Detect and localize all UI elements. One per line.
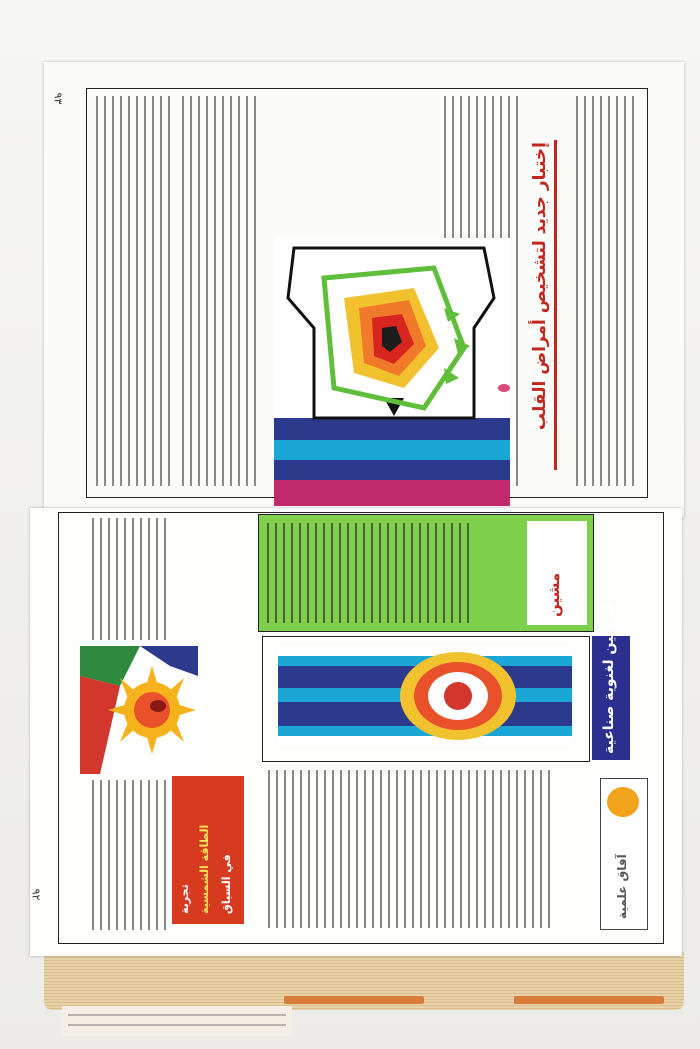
bottom-page xyxy=(30,508,682,956)
stack-bar-orange xyxy=(284,996,424,1004)
feature-text-columns xyxy=(268,770,588,928)
stack-strip xyxy=(62,1006,292,1036)
top-page xyxy=(44,62,684,518)
side-story-text xyxy=(267,523,519,623)
top-headline: إختبار جديد لتشخيص أمراض القلب xyxy=(530,142,550,431)
side-title: مشين xyxy=(545,572,563,617)
logo-text: آفاق علمية xyxy=(615,854,629,919)
sun-caption-line2: الطاقة الشمسية xyxy=(198,824,211,914)
side-title-panel xyxy=(527,521,587,625)
bottom-text-column-2 xyxy=(92,780,168,930)
feature-eye-illustration xyxy=(278,646,572,746)
section-logo xyxy=(600,778,648,930)
headline-rule xyxy=(554,140,557,470)
side-story-box xyxy=(258,514,594,632)
page-number-top: ٩٣ xyxy=(51,92,65,105)
top-text-column-1 xyxy=(96,96,176,486)
paper-stack xyxy=(44,952,684,1010)
flower-icon xyxy=(607,787,639,817)
feature-title: الرّوتين لغنوية صناعية xyxy=(601,603,617,754)
sun-caption-line1: تجربة xyxy=(178,884,191,914)
sun-caption-line3: في السباق xyxy=(220,854,233,914)
bottom-text-column-1 xyxy=(92,518,172,640)
top-text-column-2 xyxy=(182,96,260,486)
page-number-bottom: ٩٢ xyxy=(29,888,43,901)
stack-bar-orange xyxy=(514,996,664,1004)
sun-illustration xyxy=(80,646,198,774)
heart-body-illustration xyxy=(274,238,510,506)
feature-title-banner xyxy=(592,603,630,760)
sun-caption-box xyxy=(172,776,244,924)
top-text-column-4 xyxy=(576,96,638,486)
